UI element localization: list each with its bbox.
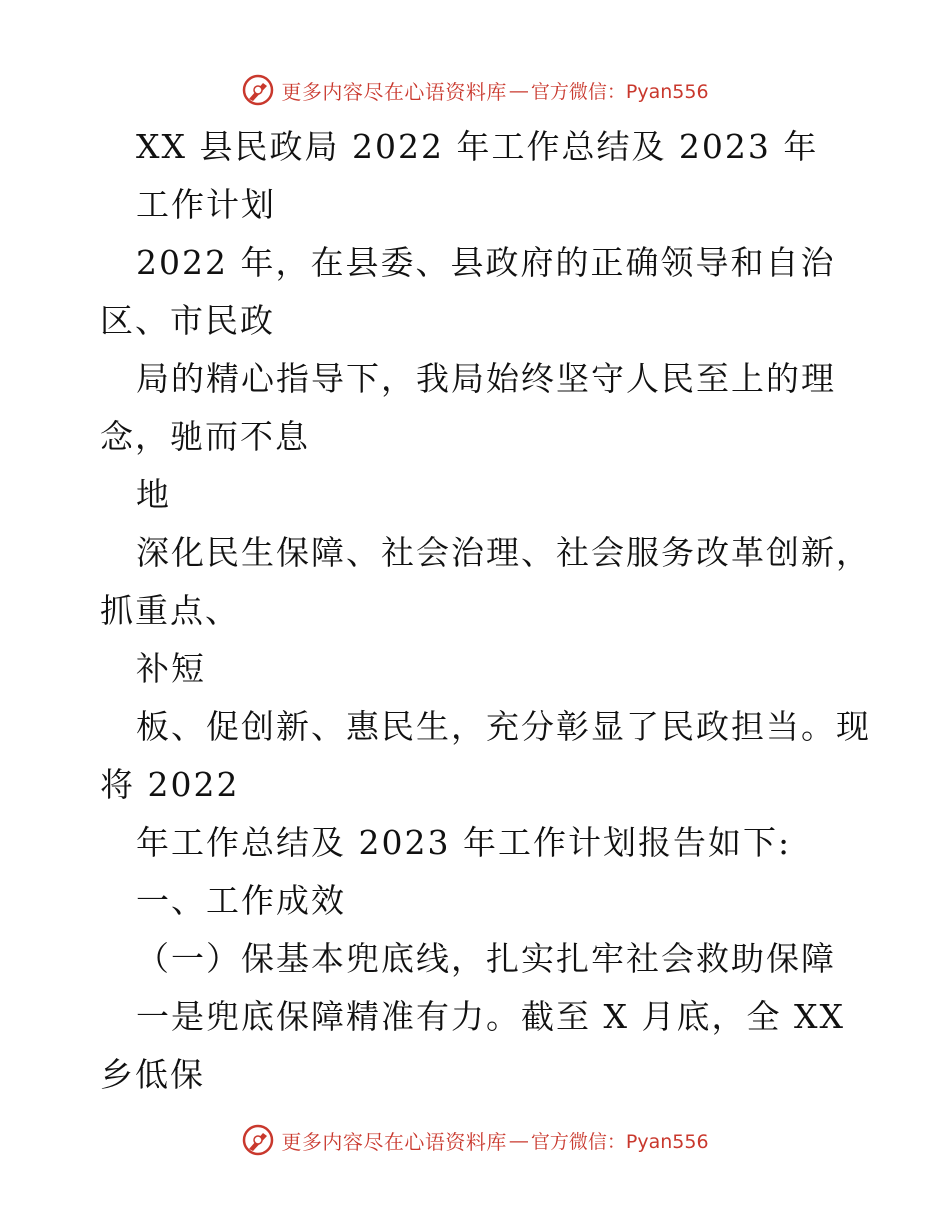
footer-banner: [0, 1120, 950, 1160]
subsection-heading: （一）保基本兜底线，扎实扎牢社会救助保障: [136, 939, 836, 978]
banner-wechat-text: 官方微信：Pyan556: [530, 80, 709, 103]
pen-circle-logo-icon: [241, 1123, 275, 1157]
paragraph-line: 乡低保: [100, 1055, 205, 1094]
banner-brand-text: 更多内容尽在心语资料库: [281, 1129, 507, 1154]
paragraph-line: 深化民生保障、社会治理、社会服务改革创新，: [136, 533, 871, 572]
banner-dash: —: [508, 1128, 529, 1152]
title-line-2: 工作计划: [136, 185, 276, 224]
banner-brand-text: 更多内容尽在心语资料库: [281, 79, 507, 104]
section-heading: 一、工作成效: [136, 881, 346, 920]
paragraph-line: 局的精心指导下，我局始终坚守人民至上的理: [136, 359, 836, 398]
paragraph-line: 补短: [136, 649, 206, 688]
paragraph-line: 区、市民政: [100, 301, 275, 340]
document-body: [100, 118, 890, 1104]
title-line-1: XX 县民政局 2022 年工作总结及 2023 年: [136, 127, 819, 166]
paragraph-line: 地: [136, 475, 171, 514]
paragraph-line: 一是兜底保障精准有力。截至 X 月底，全 XX: [136, 997, 845, 1036]
banner-wechat-text: 官方微信：Pyan556: [530, 1130, 709, 1153]
pen-circle-logo-icon: [241, 73, 275, 107]
header-banner: [0, 70, 950, 110]
paragraph-line: 抓重点、: [100, 591, 240, 630]
paragraph-line: 2022 年，在县委、县政府的正确领导和自治: [136, 243, 836, 282]
banner-dash: —: [508, 78, 529, 102]
paragraph-line: 将 2022: [100, 765, 240, 804]
paragraph-line: 念，驰而不息: [100, 417, 310, 456]
paragraph-line: 年工作总结及 2023 年工作计划报告如下:: [136, 823, 792, 862]
paragraph-line: 板、促创新、惠民生，充分彰显了民政担当。现: [136, 707, 871, 746]
